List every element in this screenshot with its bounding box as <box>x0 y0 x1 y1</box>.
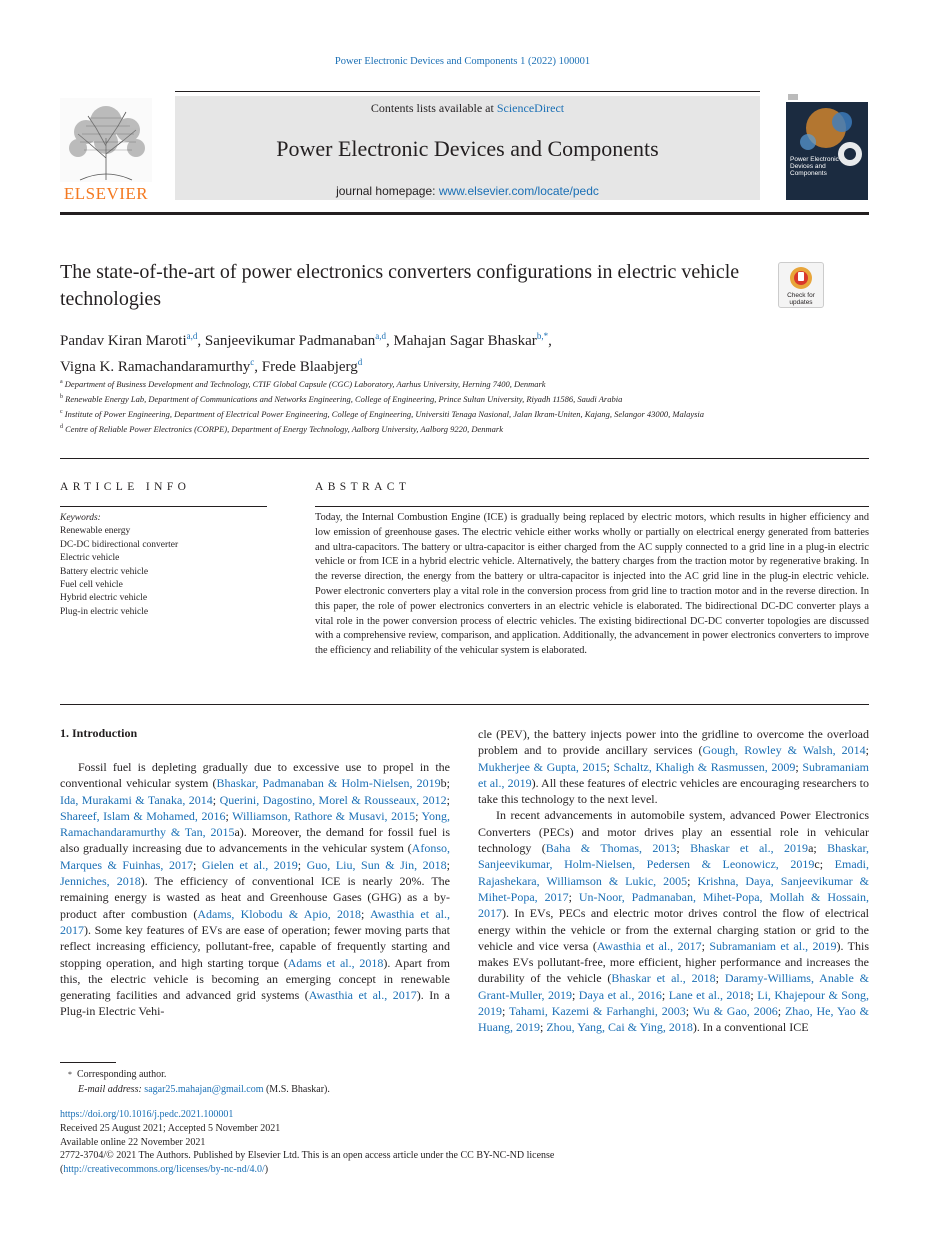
keywords-rule <box>60 506 267 507</box>
body-text: Fossil fuel is depleting gradually due to excessive use to propel in the conventional vehicular system ( <box>60 760 450 791</box>
citation-link[interactable]: Afonso, Marques & Fuinhas, 2017 <box>60 841 450 872</box>
citation-link[interactable]: Ida, Murakami & Tanaka, 2014 <box>60 792 213 807</box>
citation-link[interactable]: Bhaskar et al., 2018 <box>611 971 716 986</box>
body-text: ). All these features of electric vehicles are encouraging researchers to take this technology to the next level. <box>478 775 869 807</box>
email-suffix: (M.S. Bhaskar). <box>263 1084 330 1095</box>
keyword-item: Fuel cell vehicle <box>60 580 123 591</box>
citation-link[interactable]: Schaltz, Khaligh & Rasmussen, 2009 <box>613 759 796 774</box>
journal-homepage <box>175 184 760 198</box>
body-text: a). Moreover, the demand for fossil fuel is also gradually increasing due to advancements in the vehicular system ( <box>60 825 450 856</box>
body-text: c; <box>814 857 835 872</box>
body-text: ; <box>225 808 233 823</box>
abstract-rule <box>315 506 869 507</box>
body-rule <box>60 704 869 705</box>
body-column-left <box>60 759 450 1020</box>
body-text: ). In a conventional ICE <box>692 1020 809 1035</box>
author-5-affil[interactable]: d <box>357 357 363 367</box>
journal-cover-thumbnail[interactable] <box>786 92 868 200</box>
author-3[interactable]: Mahajan Sagar Bhaskar$^{b,*}$ <box>393 331 549 349</box>
body-text: ). The efficiency of conventional ICE is nearly 20%. The remaining energy is wasted as heat and Greenhouse Gases (GHG) as a by-product after combustion ( <box>60 874 450 921</box>
citation-link[interactable]: Zhao, He, Yao & Huang, 2019 <box>478 1004 869 1035</box>
body-text: ; <box>715 971 725 986</box>
footnote-rule <box>60 1062 116 1063</box>
contents-prefix: Contents lists available at <box>370 101 497 115</box>
received-dates: Received 25 August 2021; Accepted 5 November 2021 <box>60 1122 281 1134</box>
article-footer: https://doi.org/10.1016/j.pedc.2021.100001 Received 25 August 2021; Accepted 5 November 2021 Available online 22 November 2021 2772-3704/© 2021 The Authors. Published by Elsevier Ltd. This is an open access article under the CC BY-NC-ND license (http://creativecommons.org/licenses/by-nc-nd/4.0/) <box>60 1108 869 1177</box>
body-text: ; <box>777 1004 785 1019</box>
affiliation-a: $^a$ Department of Business Development and Technology, CTIF Global Capsule (CGC) Laboratory, Aarhus University, Herning 7400, Denmark <box>60 378 546 389</box>
citation-link[interactable]: Guo, Liu, Sun & Jin, 2018 <box>306 857 447 872</box>
author-2[interactable]: Sanjeevikumar Padmanaban$^{a,d}$ <box>204 331 387 349</box>
section-heading-introduction: 1. Introduction <box>60 726 138 740</box>
citation-link[interactable]: Shareef, Islam & Mohamed, 2016 <box>60 808 226 823</box>
crossmark-label: Check for updates <box>787 292 815 306</box>
article-info-heading: ARTICLE INFO <box>60 481 191 493</box>
body-text: ; <box>795 759 803 774</box>
body-paragraph <box>478 726 869 807</box>
citation-link[interactable]: Adams et al., 2018 <box>287 955 384 970</box>
body-text: ; <box>446 792 450 807</box>
citation-link[interactable]: Krishna, Daya, Sanjeevikumar & Mihet-Popa, 2017 <box>478 873 869 904</box>
abstract-text: Today, the Internal Combustion Engine (ICE) is gradually being replaced by electric motors, which results in higher efficiency and low emission of greenhouse gases. The electric vehicle either works wholly or partially on electrical energy generated from batteries and ultra-capacitors. The battery or ultra-capacitor is either charged from the AC supply connected to a grid line in a plug-in electric vehicle or from ICE in a hybrid electric vehicle. Alternatively, the battery charges from the traction motor by regenerative braking. In the reverse direction, the energy from the battery or ultra-capacitor is injected into the AC grid line in the plug-in electric vehicle. Power electronic converters play a vital role in the conversion process from grid line to traction motor and in the reverse direction. In this paper, the role of power electronics converters in an electric vehicle is elaborated. The bidirectional DC-DC converter plays a vital role in the power conversion process of electric vehicles. The existing bidirectional DC-DC converter topologies are discussed with a comprehensive review, comparison, and application. Additionally, the advancement in power electronics converters to improve the efficiency and reliability of the vehicular system is elaborated. <box>315 512 869 657</box>
body-column-right <box>478 726 869 1036</box>
paper-title: The state-of-the-art of power electronics converters configurations in electric vehicle technologies <box>60 261 740 310</box>
citation-link[interactable]: Subramaniam et al., 2019 <box>709 938 837 953</box>
body-text: In recent advancements in automobile system, advanced Power Electronics Converters (PECs) and motor drives play an essential role in vehicular technology ( <box>478 808 869 856</box>
author-2-affil[interactable]: a,d <box>375 331 387 341</box>
body-text: a; <box>808 841 828 856</box>
citation-link[interactable]: Daya et al., 2016 <box>578 987 662 1002</box>
crossmark-icon <box>789 266 813 290</box>
citation-link[interactable]: Williamson, Rathore & Musavi, 2015 <box>232 808 416 823</box>
author-list: Pandav Kiran Maroti$^{a,d}$, Sanjeevikumar Padmanaban$^{a,d}$, Mahajan Sagar Bhaskar$^{b,*}$, Vigna K. Ramachandaramurthy$^c$, Frede Blaabjerg$^d$ <box>60 331 552 375</box>
author-3-affil[interactable]: b,* <box>536 331 549 341</box>
corresponding-author-footnote <box>60 1067 460 1097</box>
keyword-item: Hybrid electric vehicle <box>60 593 148 604</box>
body-text: ; <box>540 1020 547 1035</box>
author-1-affil[interactable]: a,d <box>186 331 198 341</box>
body-text: cle (PEV), the battery injects power into the gridline to overcome the overload problem and to provide ancillary services ( <box>478 727 869 758</box>
body-text: ; <box>701 938 710 953</box>
sciencedirect-link[interactable]: ScienceDirect <box>496 101 565 115</box>
license-link[interactable]: http://creativecommons.org/licenses/by-nc-nd/4.0/ <box>63 1164 265 1176</box>
homepage-prefix: journal homepage: <box>336 184 439 198</box>
citation-link[interactable]: Awasthia et al., 2017 <box>308 988 417 1003</box>
citation-link[interactable]: Daramy-Williams, Anable & Grant-Muller, 2019 <box>478 971 870 1002</box>
keywords-block <box>60 512 267 619</box>
body-text: ; <box>687 873 698 888</box>
citation-link[interactable]: Un-Noor, Padmanaban, Mihet-Popa, Mollah & Hossain, 2017 <box>478 889 869 921</box>
citation-link[interactable]: Jenniches, 2018 <box>60 874 141 889</box>
citation-link[interactable]: Gough, Rowley & Walsh, 2014 <box>702 743 866 758</box>
citation-link[interactable]: Tahami, Kazemi & Farhanghi, 2003 <box>509 1004 686 1019</box>
body-text: ; <box>750 987 758 1002</box>
body-text: ; <box>661 987 669 1002</box>
body-text: ; <box>297 857 307 872</box>
citation-link[interactable]: Bhaskar et al., 2019 <box>690 841 809 856</box>
citation-link[interactable]: Adams, Klobodu & Apio, 2018 <box>197 906 362 921</box>
citation-link[interactable]: Li, Khajepour & Song, 2019 <box>478 987 869 1019</box>
citation-link[interactable]: Querini, Dagostino, Morel & Rousseaux, 2012 <box>219 792 447 807</box>
elsevier-logo <box>60 98 152 202</box>
body-text: ). This makes EVs pollutant-free, more efficient, higher performance and increases the durability of the vehicle ( <box>478 938 869 986</box>
keyword-item: Renewable energy <box>60 526 131 537</box>
citation-link[interactable]: Lane et al., 2018 <box>668 987 751 1002</box>
keyword-item: Plug-in electric vehicle <box>60 606 149 617</box>
body-text: ; <box>685 1004 693 1019</box>
author-5[interactable]: Frede Blaabjerg$^d$ <box>261 357 363 375</box>
citation-link[interactable]: Wu & Gao, 2006 <box>692 1004 778 1019</box>
citation-link[interactable]: Bhaskar, Padmanaban & Holm-Nielsen, 2019 <box>216 776 441 791</box>
license-text: 2772-3704/© 2021 The Authors. Published by Elsevier Ltd. This is an open access article under the CC BY-NC-ND license <box>60 1150 555 1162</box>
body-text: ; <box>415 808 422 823</box>
corresponding-label: Corresponding author. <box>77 1069 167 1080</box>
body-text: ). Some key features of EVs are ease of operation; fewer moving parts that reflect increasing efficiency, pollutant-free, capable of frequently starting and stopping operation, and high starting torque ( <box>60 922 450 970</box>
cover-title: Power Electronic Devices and Components <box>790 156 839 177</box>
body-text: ). Apart from this, the electric vehicle is becoming an emerging concept in renewable generating facilities and advanced grid systems ( <box>60 955 450 1003</box>
affiliation-b: $^b$ Renewable Energy Lab, Department of Communications and Networks Engineering, College of Engineering, Prince Sultan University, Riyadh 11586, Saudi Arabia <box>60 393 623 404</box>
running-head[interactable]: Power Electronic Devices and Components 1 (2022) 100001 <box>334 56 591 67</box>
citation-link[interactable]: Bhaskar, Sanjeevikumar, Holm-Nielsen, Pedersen & Leonowicz, 2019 <box>478 841 869 872</box>
body-text: ; <box>361 906 370 921</box>
homepage-link[interactable]: www.elsevier.com/locate/pedc <box>438 184 599 198</box>
citation-link[interactable]: Gielen et al., 2019 <box>201 857 298 872</box>
doi-link[interactable]: https://doi.org/10.1016/j.pedc.2021.100001 <box>60 1109 234 1120</box>
citation-link[interactable]: Baha & Thomas, 2013 <box>545 841 677 856</box>
citation-link[interactable]: Awasthia et al., 2017 <box>596 938 702 953</box>
affiliation-c: $^c$ Institute of Power Engineering, Department of Electrical Power Engineering, College of Engineering, Universiti Tenaga Nasional, Jalan Ikram-Uniten, Kajang, Selangor 43000, Malaysia <box>60 409 705 420</box>
masthead-bottom-rule <box>60 212 869 215</box>
keyword-item: Electric vehicle <box>60 553 120 564</box>
body-text: ; <box>192 857 202 872</box>
email-label: E-mail address: <box>78 1084 145 1095</box>
keyword-item: DC-DC bidirectional converter <box>60 539 179 550</box>
body-text: ; <box>606 759 614 774</box>
body-text: ; <box>865 743 869 758</box>
citation-link[interactable]: Zhou, Yang, Cai & Ying, 2018 <box>546 1020 693 1035</box>
author-4[interactable]: Vigna K. Ramachandaramurthy$^c$ <box>60 357 255 375</box>
journal-title: Power Electronic Devices and Components <box>276 136 659 161</box>
author-1[interactable]: Pandav Kiran Maroti$^{a,d}$ <box>60 331 198 349</box>
body-paragraph <box>60 759 450 1020</box>
body-text: ; <box>571 987 579 1002</box>
affiliation-d: $^d$ Centre of Reliable Power Electronics (CORPE), Department of Energy Technology, Aalborg University, Aalborg 9220, Denmark <box>60 424 503 435</box>
abstract-heading: ABSTRACT <box>315 481 411 493</box>
body-text: ; <box>446 857 450 872</box>
citation-link[interactable]: Emadi, Rajashekara, Williamson & Lukic, 2005 <box>478 857 869 888</box>
author-4-affil[interactable]: c <box>250 357 255 367</box>
contents-line <box>175 101 760 116</box>
body-text: ; <box>502 1004 510 1019</box>
citation-link[interactable]: Subramaniam et al., 2019 <box>478 759 869 790</box>
cover-image-icon <box>786 92 868 200</box>
email-link[interactable]: sagar25.mahajan@gmail.com <box>144 1084 264 1095</box>
front-matter-rule <box>60 458 869 459</box>
footnote-mark: * <box>68 1070 72 1079</box>
body-text: ; <box>212 792 220 807</box>
elsevier-wordmark: ELSEVIER <box>63 184 149 203</box>
body-text: b; <box>440 776 450 791</box>
affiliations <box>60 376 860 437</box>
keywords-label: Keywords: <box>60 513 101 523</box>
citation-link[interactable]: Awasthia et al., 2017 <box>60 906 450 937</box>
citation-link[interactable]: Mukherjee & Gupta, 2015 <box>478 759 607 774</box>
keyword-item: Battery electric vehicle <box>60 566 149 577</box>
masthead-top-rule <box>175 91 760 92</box>
available-online: Available online 22 November 2021 <box>60 1136 206 1148</box>
body-text: ; <box>676 841 691 856</box>
body-text: ). In a Plug-in Electric Vehi- <box>60 988 450 1019</box>
check-for-updates-badge[interactable] <box>778 262 824 308</box>
body-paragraph <box>478 807 869 1035</box>
body-text: ; <box>568 889 579 904</box>
citation-link[interactable]: Yong, Ramachandaramurthy & Tan, 2015 <box>60 808 450 840</box>
body-text: ). In EVs, PECs and electric motor drives control the flow of electrical energy within the vehicle or from the external charging station or grid to the vehicle and vice versa ( <box>478 906 869 953</box>
